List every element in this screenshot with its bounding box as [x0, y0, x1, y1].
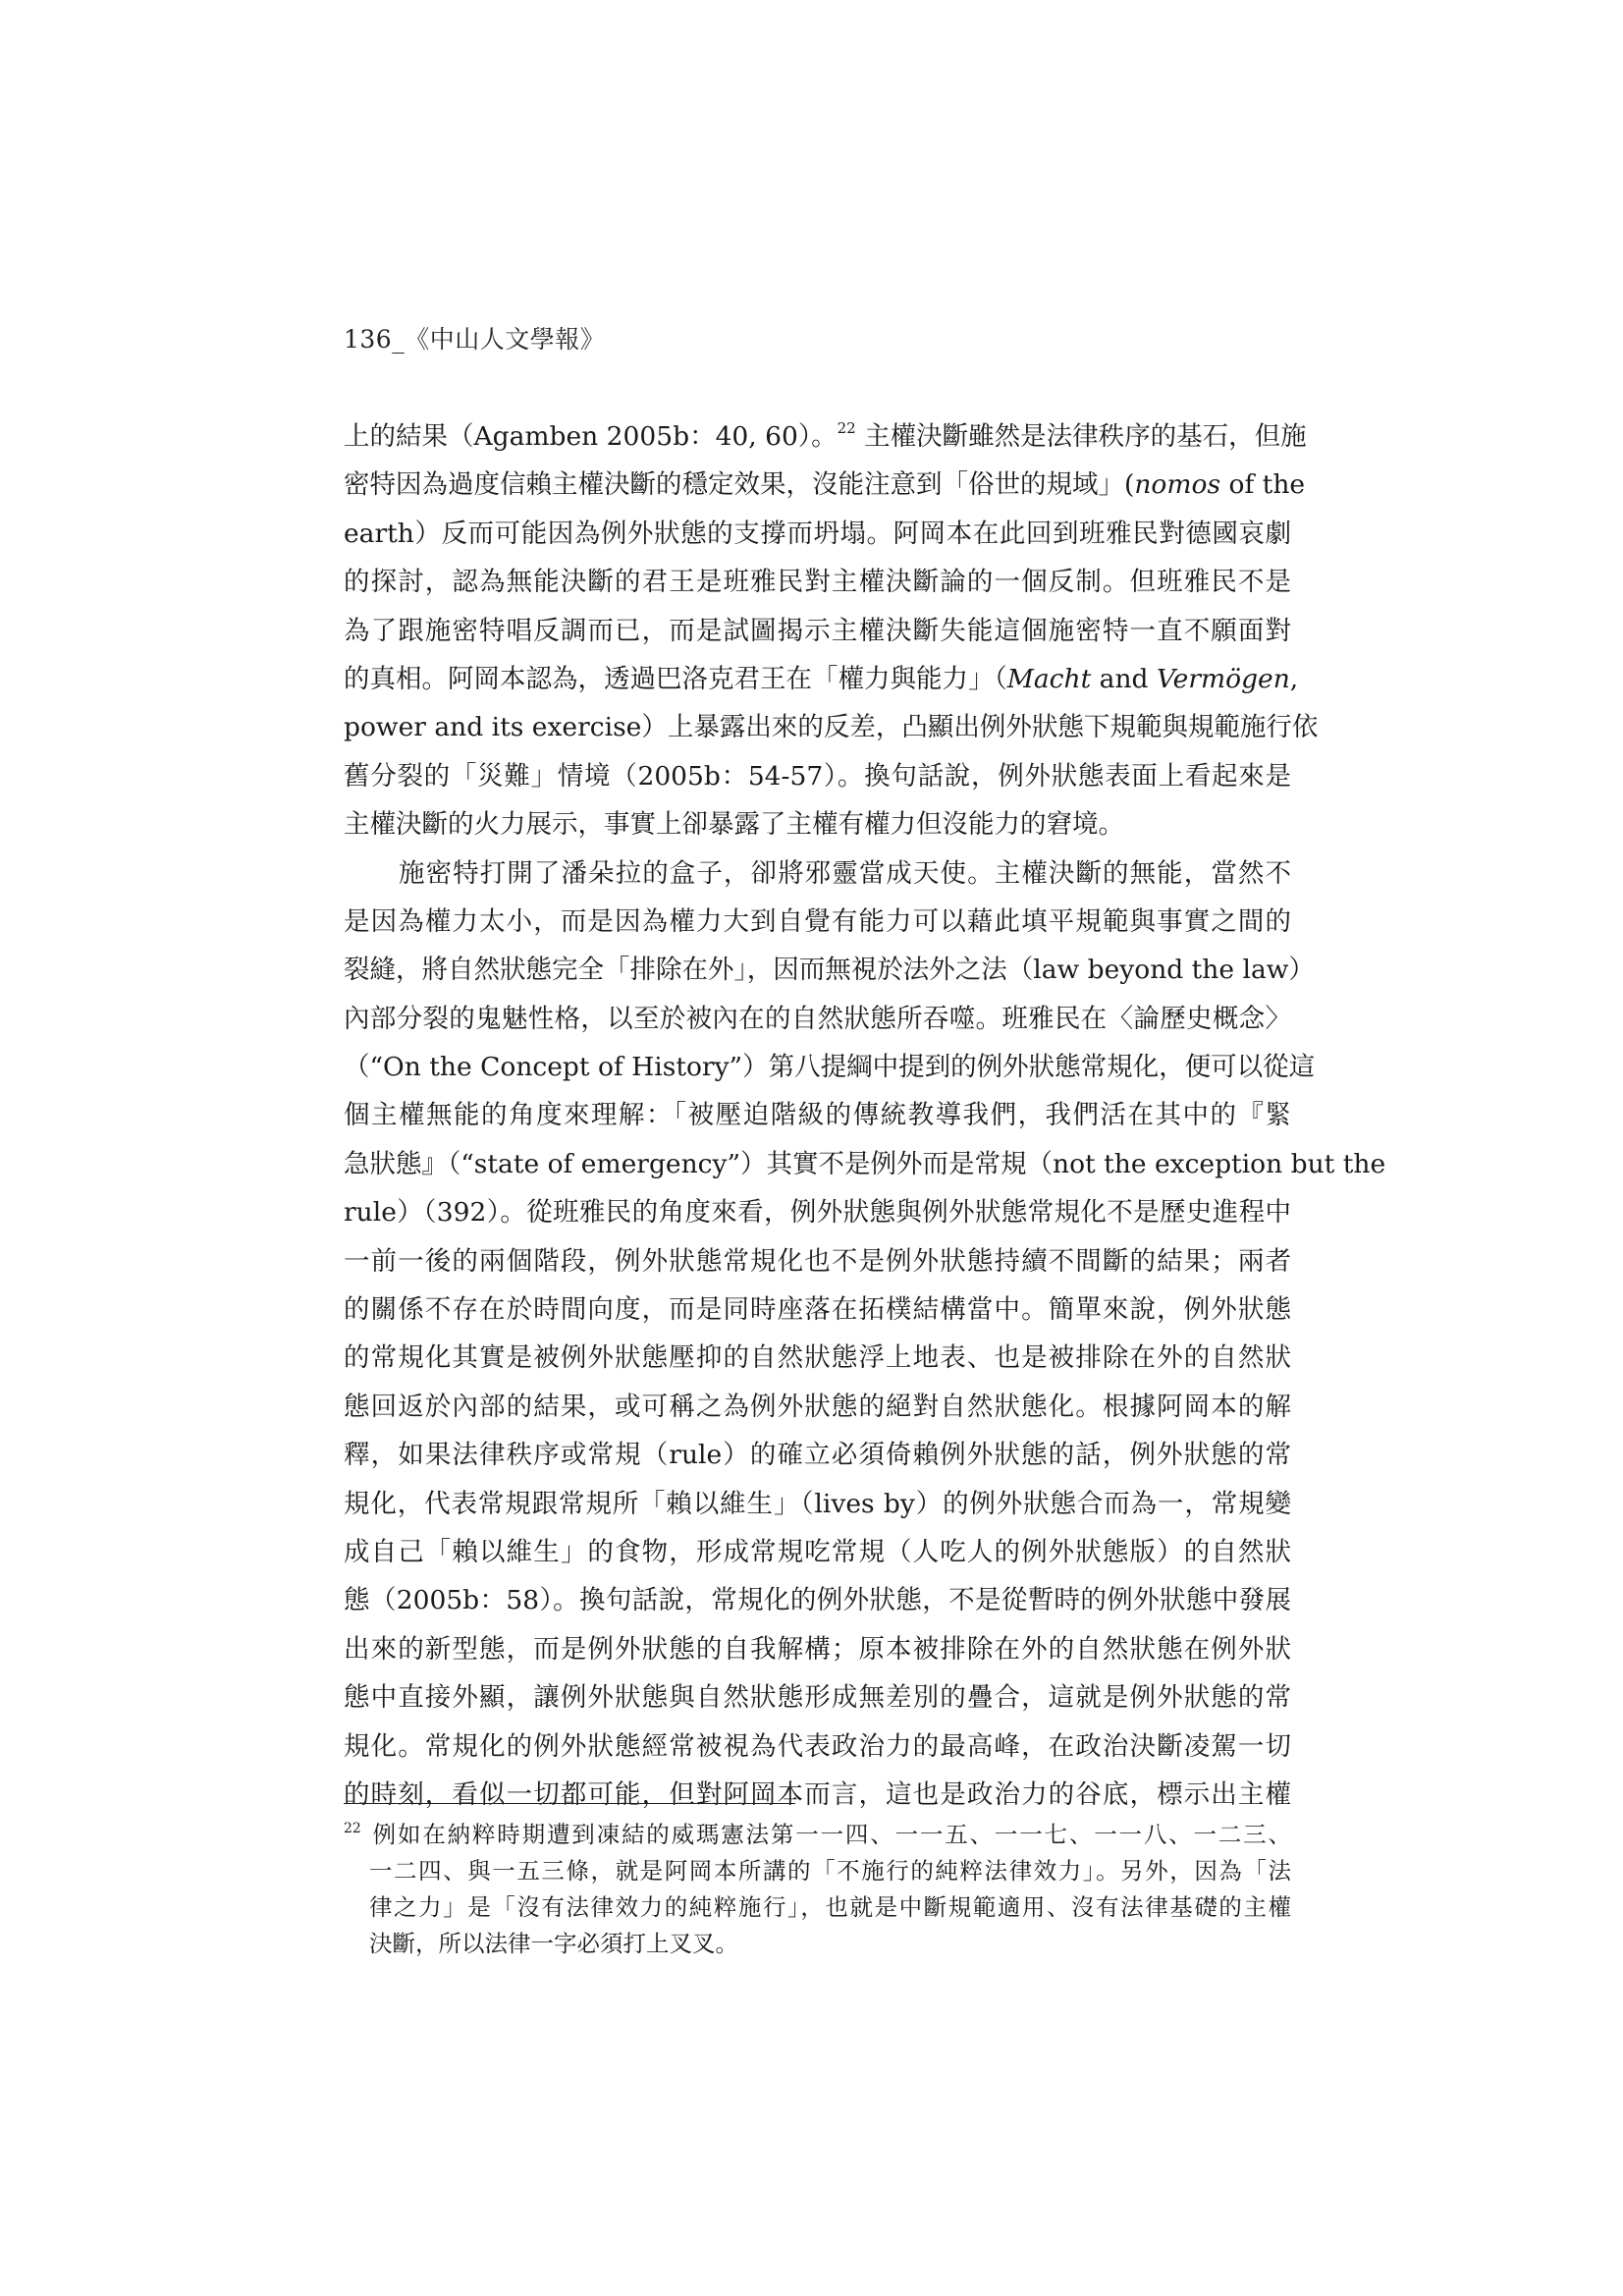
- text-line: rule）（392）。從班雅民的角度來看，例外狀態與例外狀態常規化不是歷史進程中: [344, 1197, 1291, 1229]
- text-line: 為了跟施密特唱反調而已，而是試圖揭示主權決斷失能這個施密特一直不願面對: [344, 615, 1291, 646]
- text-line: 的真相。阿岡本認為，透過巴洛克君王在「權力與能力」（Macht and Vermögen,: [344, 663, 1299, 694]
- text-line: 是因為權力太小，而是因為權力大到自覺有能力可以藉此填平規範與事實之間的: [344, 905, 1291, 937]
- text-line: 釋，如果法律秩序或常規（rule）的確立必須倚賴例外狀態的話，例外狀態的常: [344, 1440, 1291, 1471]
- text-line: 舊分裂的「災難」情境（2005b：54-57）。換句話說，例外狀態表面上看起來是: [344, 760, 1291, 792]
- main-text: [344, 412, 1386, 1819]
- text-line: 成自己「賴以維生」的食物，形成常規吃常規（人吃人的例外狀態版）的自然狀: [344, 1536, 1291, 1567]
- paragraph-first-line: 施密特打開了潘朵拉的盒子，卻將邪靈當成天使。主權決斷的無能，當然不: [399, 857, 1291, 889]
- footnote-number: 22: [344, 1821, 361, 1836]
- text-line: 急狀態』（“state of emergency”）其實不是例外而是常規（not the exception but the: [344, 1148, 1386, 1179]
- text-line: 裂縫，將自然狀態完全「排除在外」，因而無視於法外之法（law beyond the law）: [344, 955, 1315, 986]
- text-line: 出來的新型態，而是例外狀態的自我解構；原本被排除在外的自然狀態在例外狀: [344, 1633, 1291, 1665]
- running-header: 136_《中山人文學報》: [344, 325, 606, 354]
- text-line: 的探討，認為無能決斷的君王是班雅民對主權決斷論的一個反制。但班雅民不是: [344, 567, 1291, 598]
- text-line: 的關係不存在於時間向度，而是同時座落在拓樸結構當中。簡單來說，例外狀態: [344, 1294, 1291, 1326]
- text-line: （“On the Concept of History”）第八提綱中提到的例外狀態常規化，便可以從這: [344, 1052, 1316, 1083]
- text-line: 態中直接外顯，讓例外狀態與自然狀態形成無差別的疊合，這就是例外狀態的常: [344, 1682, 1291, 1714]
- text-line: 的時刻，看似一切都可能，但對阿岡本而言，這也是政治力的谷底，標示出主權: [344, 1778, 1291, 1810]
- text-line: 內部分裂的鬼魅性格，以至於被內在的自然狀態所吞噬。班雅民在〈論歷史概念〉: [344, 1003, 1291, 1034]
- footnote-reference[interactable]: 22: [837, 419, 856, 437]
- text-line: 的常規化其實是被例外狀態壓抑的自然狀態浮上地表、也是被排除在外的自然狀: [344, 1342, 1291, 1374]
- text-line: 個主權無能的角度來理解：「被壓迫階級的傳統教導我們，我們活在其中的『緊: [344, 1100, 1291, 1131]
- text-line: earth）反而可能因為例外狀態的支撐而坍塌。阿岡本在此回到班雅民對德國哀劇: [344, 518, 1291, 549]
- footnote-line: $^{22}$ 例如在納粹時期遭到凍結的威瑪憲法第一一四、一一五、一一七、一一八、一二三、: [344, 1821, 1291, 1848]
- text-line: 密特因為過度信賴主權決斷的穩定效果，沒能注意到「俗世的規域」(nomos of the: [344, 469, 1306, 501]
- footnote-22: [344, 1817, 1291, 1962]
- text-line: power and its exercise）上暴露出來的反差，凸顯出例外狀態下規範與規範施行依: [344, 712, 1319, 743]
- footnote-line: 決斷，所以法律一字必須打上叉叉。: [369, 1930, 738, 1957]
- footnote-divider: [344, 1803, 795, 1804]
- text-line: 規化。常規化的例外狀態經常被視為代表政治力的最高峰，在政治決斷凌駕一切: [344, 1730, 1291, 1762]
- footnote-line: 一二四、與一五三條，就是阿岡本所講的「不施行的純粹法律效力」。另外，因為「法: [369, 1857, 1291, 1885]
- footnote-line: 律之力」是「沒有法律效力的純粹施行」，也就是中斷規範適用、沒有法律基礎的主權: [369, 1893, 1291, 1921]
- text-line: 規化，代表常規跟常規所「賴以維生」（lives by）的例外狀態合而為一，常規變: [344, 1488, 1291, 1519]
- text-line: 態（2005b：58）。換句話說，常規化的例外狀態，不是從暫時的例外狀態中發展: [344, 1585, 1291, 1616]
- text-line: 上的結果（Agamben 2005b：40, 60）。$^{22}$ 主權決斷雖然是法律秩序的基石，但施: [344, 419, 1307, 452]
- text-line: 主權決斷的火力展示，事實上卻暴露了主權有權力但沒能力的窘境。: [344, 809, 1124, 841]
- text-line: 一前一後的兩個階段，例外狀態常規化也不是例外狀態持續不間斷的結果；兩者: [344, 1245, 1291, 1277]
- text-line: 態回返於內部的結果，或可稱之為例外狀態的絕對自然狀態化。根據阿岡本的解: [344, 1391, 1291, 1422]
